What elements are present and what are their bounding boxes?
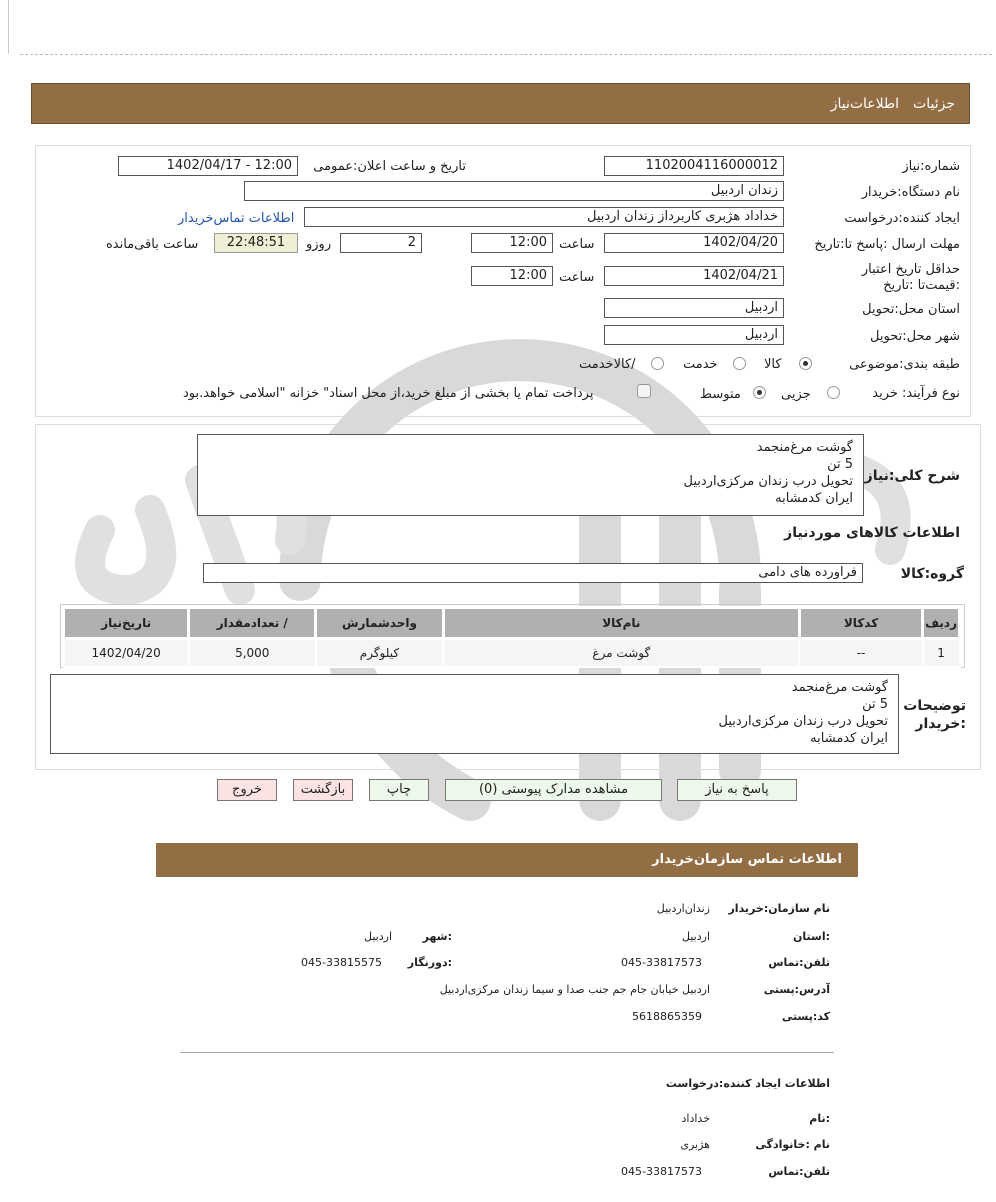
- page-left-border: [8, 0, 9, 54]
- description-label: شرح کلی:نیاز: [864, 468, 960, 484]
- validity-label: حداقل تاریخ اعتبار :قیمت‌تا :تاریخ: [861, 262, 960, 293]
- contact-postal-value: 5618865359: [632, 1010, 702, 1023]
- days-field: 2: [340, 233, 422, 253]
- contact-address-value: اردبیل خیابان جام جم جنب صدا و سیما زندان مرکزی‌اردبیل: [439, 983, 710, 996]
- contact-province-label: :استان: [793, 930, 830, 943]
- contact-province-value: اردبیل: [682, 930, 710, 943]
- deadline-time-field: 12:00: [471, 233, 553, 253]
- buyer-contact-link[interactable]: اطلاعات تماس‌خریدار: [178, 211, 295, 226]
- creator-phone-label: تلفن:تماس: [768, 1165, 830, 1178]
- contact-org-label: نام سازمان:خریدار: [728, 902, 830, 915]
- print-button[interactable]: چاپ: [369, 779, 429, 801]
- items-table: [62, 606, 961, 668]
- creator-name-value: خداداد: [681, 1112, 710, 1125]
- contact-section-header: اطلاعات تماس سازمان‌خریدار: [156, 843, 858, 877]
- process-medium-label: متوسط: [700, 387, 741, 402]
- validity-time-label: ساعت: [559, 270, 595, 285]
- province-field: اردبیل: [604, 298, 784, 318]
- category-goods-label: کالا: [764, 357, 782, 372]
- category-both-label: /کالاخدمت: [579, 357, 636, 372]
- cell-name: گوشت مرغ: [443, 639, 799, 668]
- description-line: گوشت مرغ‌منجمد: [756, 440, 853, 455]
- validity-time-field: 12:00: [471, 266, 553, 286]
- cell-unit: کیلوگرم: [316, 639, 443, 668]
- contact-phone-label: تلفن:تماس: [768, 956, 830, 969]
- col-row: ردیف: [923, 608, 960, 639]
- category-service-label: خدمت: [683, 357, 718, 372]
- creator-family-label: نام :خانوادگی: [755, 1138, 830, 1151]
- buyer-org-label: نام دستگاه:خریدار: [861, 185, 960, 200]
- contact-phone-value: 045-33817573: [621, 956, 702, 969]
- tab-need-info[interactable]: اطلاعات‌نیاز: [830, 95, 900, 112]
- contact-address-label: آدرس:پستی: [763, 983, 830, 996]
- reply-button[interactable]: پاسخ به نیاز: [677, 779, 797, 801]
- process-medium-radio[interactable]: [753, 386, 766, 399]
- buyer-notes-line: گوشت مرغ‌منجمد: [791, 680, 888, 695]
- creator-family-value: هژبری: [680, 1138, 710, 1151]
- contact-city-value: اردبیل: [364, 930, 392, 943]
- treasury-payment-checkbox[interactable]: [637, 384, 651, 398]
- deadline-label: مهلت ارسال :پاسخ تا:تاریخ: [814, 237, 960, 252]
- validity-date-field: 1402/04/21: [604, 266, 784, 286]
- days-label: روزو: [306, 237, 332, 252]
- col-unit: واحد‌شمارش: [316, 608, 443, 639]
- need-number-field: 1102004116000012: [604, 156, 784, 176]
- contact-city-label: :شهر: [422, 930, 452, 943]
- category-both-radio[interactable]: [651, 357, 664, 370]
- city-field: اردبیل: [604, 325, 784, 345]
- treasury-payment-note: پرداخت تمام یا بخشی از مبلغ خرید،از محل اسناد" خزانه "اسلامی خواهد.بود: [183, 386, 594, 401]
- tab-details[interactable]: جزئیات: [913, 95, 955, 112]
- creator-field: خداداد هژبری کاربرداز زندان اردبیل: [304, 207, 784, 227]
- buyer-notes-label: توضیحات: [903, 698, 966, 714]
- buyer-notes-line: ایران کدمشابه: [810, 731, 888, 746]
- contact-org-value: زندان‌اردبیل: [656, 902, 710, 915]
- category-label: طبقه بندی:موضوعی: [849, 357, 960, 372]
- contact-fax-label: :دورنگار: [407, 956, 452, 969]
- top-divider: [20, 54, 992, 55]
- creator-label: ایجاد کننده:درخواست: [844, 211, 960, 226]
- cell-qty: 5,000: [189, 639, 316, 668]
- city-label: شهر محل:تحویل: [870, 329, 960, 344]
- need-number-label: شماره‌:نیاز: [902, 159, 960, 174]
- table-row: [64, 639, 960, 668]
- contact-fax-value: 045-33815575: [301, 956, 382, 969]
- contact-divider: [180, 1052, 834, 1053]
- process-partial-radio[interactable]: [827, 386, 840, 399]
- announce-label: تاریخ و ساعت اعلان:عمومی: [313, 159, 466, 174]
- creator-name-label: :نام: [809, 1112, 830, 1125]
- announce-field: 1402/04/17 - 12:00: [118, 156, 298, 176]
- description-line: 5 تن: [827, 457, 853, 472]
- creator-phone-value: 045-33817573: [621, 1165, 702, 1178]
- category-goods-radio[interactable]: [799, 357, 812, 370]
- buyer-notes-line: تحویل درب زندان مرکزی‌اردبیل: [718, 714, 888, 729]
- process-partial-label: جزیی: [781, 387, 811, 402]
- col-qty: / تعداد‌مقدار: [189, 608, 316, 639]
- goods-group-field: فراورده های دامی: [203, 563, 863, 583]
- deadline-time-label: ساعت: [559, 237, 595, 252]
- remaining-label: ساعت باقی‌مانده: [106, 237, 199, 252]
- cell-date: 1402/04/20: [64, 639, 189, 668]
- exit-button[interactable]: خروج: [217, 779, 277, 801]
- province-label: استان محل:تحویل: [862, 302, 960, 317]
- description-line: تحویل درب زندان مرکزی‌اردبیل: [683, 474, 853, 489]
- buyer-org-field: زندان اردبیل: [244, 181, 784, 201]
- buyer-notes-label-2: :خریدار: [915, 716, 966, 732]
- contact-postal-label: کد:پستی: [781, 1010, 830, 1023]
- buyer-notes-line: 5 تن: [862, 697, 888, 712]
- description-line: ایران کدمشابه: [775, 491, 853, 506]
- back-button[interactable]: بازگشت: [293, 779, 353, 801]
- description-text: [197, 434, 864, 516]
- header-bar: [31, 83, 970, 124]
- col-name: نام‌کالا: [443, 608, 799, 639]
- col-code: کدکالا: [799, 608, 922, 639]
- cell-row: 1: [923, 639, 960, 668]
- goods-info-title: اطلاعات کالاهای مورد‌نیاز: [784, 525, 960, 541]
- deadline-date-field: 1402/04/20: [604, 233, 784, 253]
- category-service-radio[interactable]: [733, 357, 746, 370]
- goods-group-label: گروه:کالا: [900, 566, 964, 582]
- process-label: نوع فرآیند: خرید: [872, 386, 960, 401]
- creator-section-title: اطلاعات ایجاد کننده:درخواست: [665, 1077, 830, 1090]
- buyer-notes-text: [50, 674, 899, 754]
- attachments-button[interactable]: مشاهده مدارک پیوستی (0): [445, 779, 662, 801]
- table-header-row: [64, 608, 960, 639]
- col-date: تاریخ‌نیاز: [64, 608, 189, 639]
- cell-code: --: [799, 639, 922, 668]
- remaining-timer: 22:48:51: [214, 233, 298, 253]
